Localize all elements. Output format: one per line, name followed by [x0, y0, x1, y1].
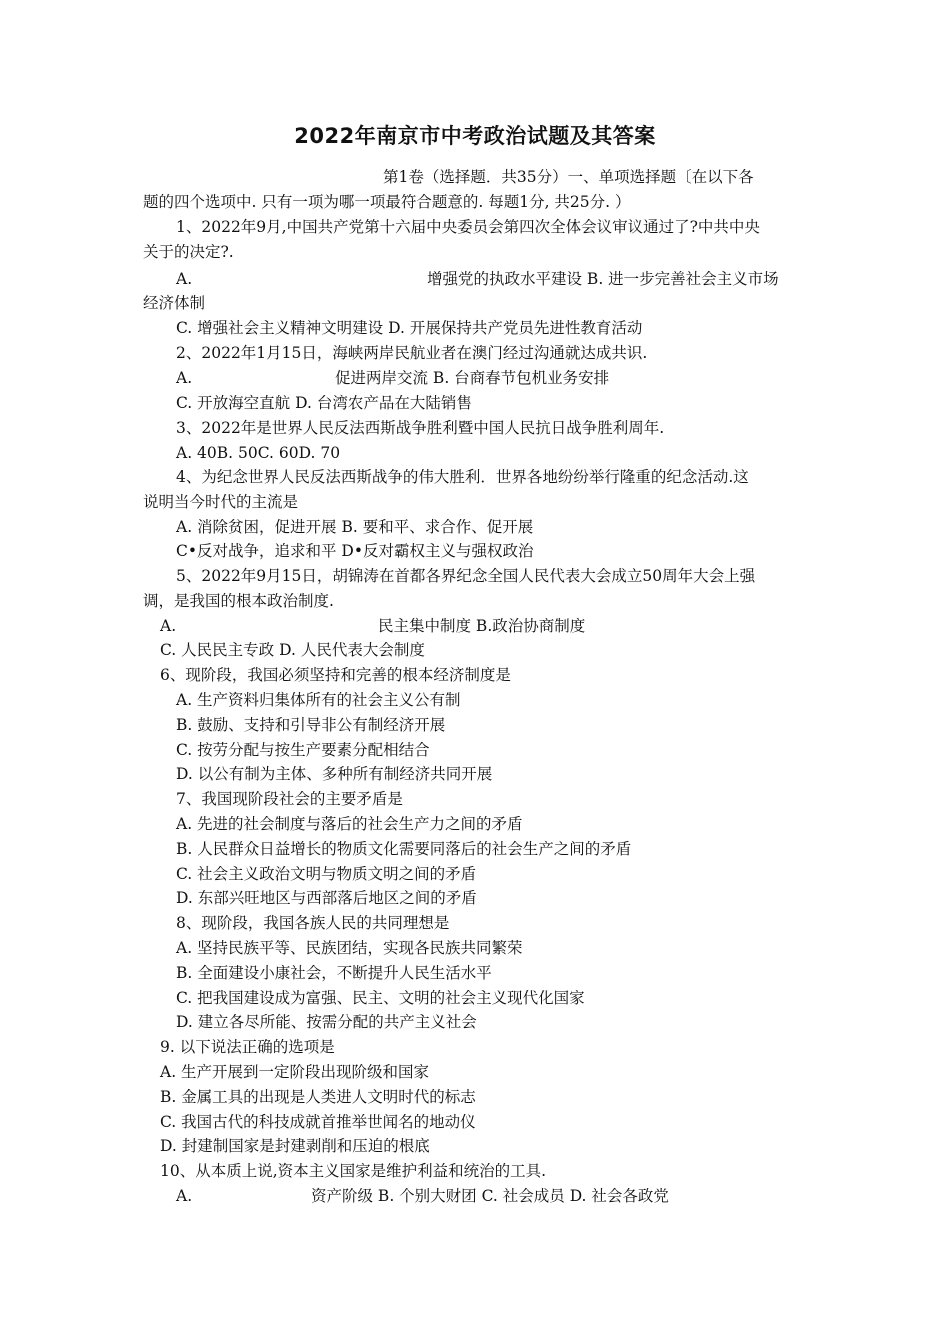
q9-option-c: C. 我国古代的科技成就首推举世闻名的地动仪	[160, 1113, 476, 1131]
q10-stem: 10、从本质上说,资本主义国家是维护利益和统治的工具.	[160, 1162, 547, 1180]
q1-option-ab: 增强党的执政水平建设 B. 进一步完善社会主义市场	[427, 270, 779, 288]
q5-stem-line-2: 调，是我国的根本政治制度.	[143, 592, 334, 610]
q4-stem-line-1: 4、为纪念世界人民反法西斯战争的伟大胜利．世界各地纷纷举行隆重的纪念活动.这	[176, 468, 749, 486]
q6-stem: 6、现阶段，我国必须坚持和完善的根本经济制度是	[160, 666, 511, 684]
q2-option-a-label: A.	[176, 369, 193, 387]
intro-line-2: 题的四个选项中. 只有一项为哪一项最符合题意的. 每题1分, 共25分. ）	[143, 193, 631, 211]
q8-option-b: B. 全面建设小康社会，不断提升人民生活水平	[176, 964, 492, 982]
q5-option-cd: C. 人民民主专政 D. 人民代表大会制度	[160, 641, 425, 659]
q2-option-ab: 促进两岸交流 B. 台商春节包机业务安排	[335, 369, 610, 387]
q9-option-a: A. 生产开展到一定阶段出现阶级和国家	[160, 1063, 430, 1081]
q4-stem-line-2: 说明当今时代的主流是	[143, 493, 299, 511]
q9-option-d: D. 封建制国家是封建剥削和压迫的根底	[160, 1137, 430, 1155]
document-title: 2022年南京市中考政治试题及其答案	[294, 124, 656, 148]
q7-option-d: D. 东部兴旺地区与西部落后地区之间的矛盾	[176, 889, 477, 907]
q1-stem-line-1: 1、2022年9月,中国共产党第十六届中央委员会第四次全体会议审议通过了?中共中央	[176, 218, 760, 236]
intro-line-1: 第1卷（选择题．共35分）一、单项选择题〔在以下各	[383, 168, 754, 186]
q10-options: 资产阶级 B. 个别大财团 C. 社会成员 D. 社会各政党	[311, 1187, 669, 1205]
q7-option-c: C. 社会主义政治文明与物质文明之间的矛盾	[176, 865, 477, 883]
q5-option-ab: 民主集中制度 B.政治协商制度	[378, 617, 586, 635]
q1-option-a-label: A.	[176, 270, 193, 288]
q7-option-b: B. 人民群众日益增长的物质文化需要同落后的社会生产之间的矛盾	[176, 840, 632, 858]
q7-stem: 7、我国现阶段社会的主要矛盾是	[176, 790, 403, 808]
q6-option-c: C. 按劳分配与按生产要素分配相结合	[176, 741, 430, 759]
q3-stem: 3、2022年是世界人民反法西斯战争胜利暨中国人民抗日战争胜利周年.	[176, 419, 665, 437]
q4-option-cd: C•反对战争，追求和平 D•反对霸权主义与强权政治	[176, 542, 534, 560]
q6-option-d: D. 以公有制为主体、多种所有制经济共同开展	[176, 765, 493, 783]
q1-stem-line-2: 关于的决定?.	[143, 243, 234, 261]
q2-stem: 2、2022年1月15日，海峡两岸民航业者在澳门经过沟通就达成共识.	[176, 344, 648, 362]
q6-option-a: A. 生产资料归集体所有的社会主义公有制	[176, 691, 461, 709]
q10-option-a-label: A.	[176, 1187, 193, 1205]
q2-option-cd: C. 开放海空直航 D. 台湾农产品在大陆销售	[176, 394, 472, 412]
q5-stem-line-1: 5、2022年9月15日，胡锦涛在首都各界纪念全国人民代表大会成立50周年大会上强	[176, 567, 756, 585]
q5-option-a-label: A.	[160, 617, 177, 635]
q9-stem: 9. 以下说法正确的选项是	[160, 1038, 335, 1056]
q7-option-a: A. 先进的社会制度与落后的社会生产力之间的矛盾	[176, 815, 523, 833]
q8-stem: 8、现阶段，我国各族人民的共同理想是	[176, 914, 450, 932]
q4-option-ab: A. 消除贫困，促进开展 B. 要和平、求合作、促开展	[176, 518, 534, 536]
q8-option-a: A. 坚持民族平等、民族团结，实现各民族共同繁荣	[176, 939, 523, 957]
q1-option-cd: C. 增强社会主义精神文明建设 D. 开展保持共产党员先进性教育活动	[176, 319, 643, 337]
q1-option-ab-continued: 经济体制	[143, 294, 206, 312]
q8-option-d: D. 建立各尽所能、按需分配的共产主义社会	[176, 1013, 477, 1031]
q6-option-b: B. 鼓励、支持和引导非公有制经济开展	[176, 716, 446, 734]
q8-option-c: C. 把我国建设成为富强、民主、文明的社会主义现代化国家	[176, 989, 585, 1007]
q3-options: A. 40B. 50C. 60D. 70	[176, 444, 341, 462]
q9-option-b: B. 金属工具的出现是人类进人文明时代的标志	[160, 1088, 476, 1106]
